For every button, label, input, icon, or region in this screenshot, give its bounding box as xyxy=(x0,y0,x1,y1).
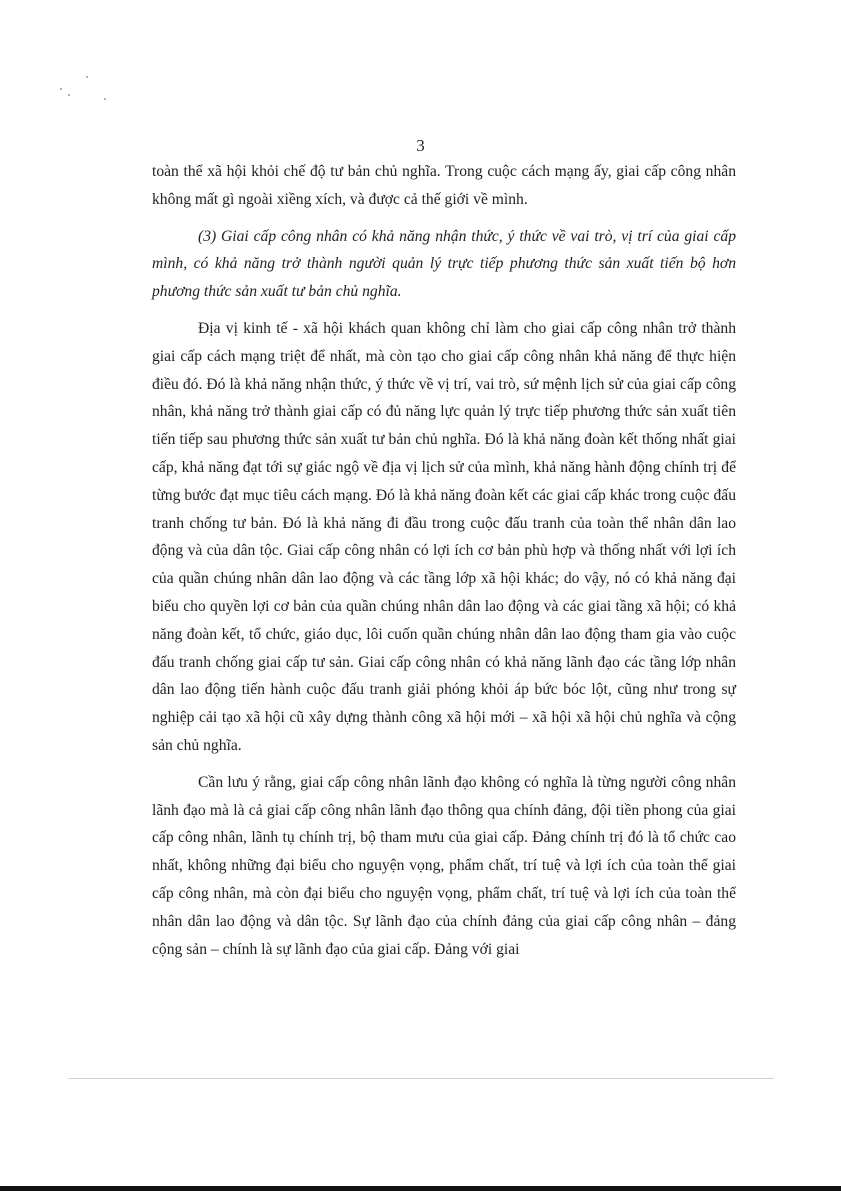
speck xyxy=(68,94,70,96)
document-body xyxy=(152,158,736,963)
speck xyxy=(104,98,106,100)
paragraph-heading-italic: (3) Giai cấp công nhân có khả năng nhận thức, ý thức về vai trò, vị trí của giai cấp mình, có khả năng trở thành người quản lý trực tiếp phương thức sản xuất tiến bộ hơn phương thức sản xuất tư bản chủ nghĩa. xyxy=(152,227,736,301)
page-number: 3 xyxy=(416,136,425,155)
paragraph-body: Địa vị kinh tế - xã hội khách quan không chỉ làm cho giai cấp công nhân trở thành giai cấp cách mạng triệt để nhất, mà còn tạo cho giai cấp công nhân khả năng để thực hiện điều đó. Đó là khả năng nhận thức, ý thức về vị trí, vai trò, sứ mệnh lịch sử của giai cấp công nhân, khả năng trở thành giai cấp có đủ năng lực quản lý trực tiếp phương thức sản xuất tiên tiến tiếp sau phương thức sản xuất tư bản chủ nghĩa. Đó là khả năng đoàn kết thống nhất giai cấp, khả năng đạt tới sự giác ngộ về địa vị lịch sử của mình, khả năng hành động chính trị để từng bước đạt mục tiêu cách mạng. Đó là khả năng đoàn kết các giai cấp khác trong cuộc đấu tranh chống tư bản. Đó là khả năng đi đầu trong cuộc đấu tranh của toàn thể nhân dân lao động và của dân tộc. Giai cấp công nhân có lợi ích cơ bản phù hợp và thống nhất với lợi ích của quần chúng nhân dân lao động và các tầng lớp xã hội khác; do vậy, nó có khả năng đại biểu cho quyền lợi cơ bản của quần chúng nhân dân lao động và các giai tầng xã hội; có khả năng đoàn kết, tổ chức, giáo dục, lôi cuốn quần chúng nhân dân lao động tham gia vào cuộc đấu tranh chống giai cấp tư sản. Giai cấp công nhân có khả năng lãnh đạo các tầng lớp nhân dân lao động tiến hành cuộc đấu tranh giải phóng khỏi áp bức bóc lột, cũng như trong sự nghiệp cải tạo xã hội cũ xây dựng thành công xã hội mới – xã hội xã hội chủ nghĩa và cộng sản chủ nghĩa. xyxy=(152,319,736,754)
scan-bottom-edge xyxy=(0,1186,841,1191)
scan-specks xyxy=(60,70,120,110)
speck xyxy=(86,76,88,78)
footer-divider xyxy=(68,1078,774,1079)
paragraph-continuation: toàn thể xã hội khỏi chế độ tư bản chủ nghĩa. Trong cuộc cách mạng ấy, giai cấp công nhân không mất gì ngoài xiềng xích, và được cả thế giới về mình. xyxy=(152,163,736,208)
paragraph-body: Cần lưu ý rằng, giai cấp công nhân lãnh đạo không có nghĩa là từng người công nhân lãnh đạo mà là cả giai cấp công nhân lãnh đạo thông qua chính đảng, đội tiền phong của giai cấp công nhân, lãnh tụ chính trị, bộ tham mưu của giai cấp. Đảng chính trị đó là tổ chức cao nhất, không những đại biểu cho nguyện vọng, phẩm chất, trí tuệ và lợi ích của toàn thể giai cấp công nhân, mà còn đại biểu cho nguyện vọng, phẩm chất, trí tuệ và lợi ích của toàn thể nhân dân lao động và dân tộc. Sự lãnh đạo của chính đảng của giai cấp công nhân – đảng cộng sản – chính là sự lãnh đạo của giai cấp. Đảng với giai xyxy=(152,773,736,958)
speck xyxy=(60,88,62,90)
